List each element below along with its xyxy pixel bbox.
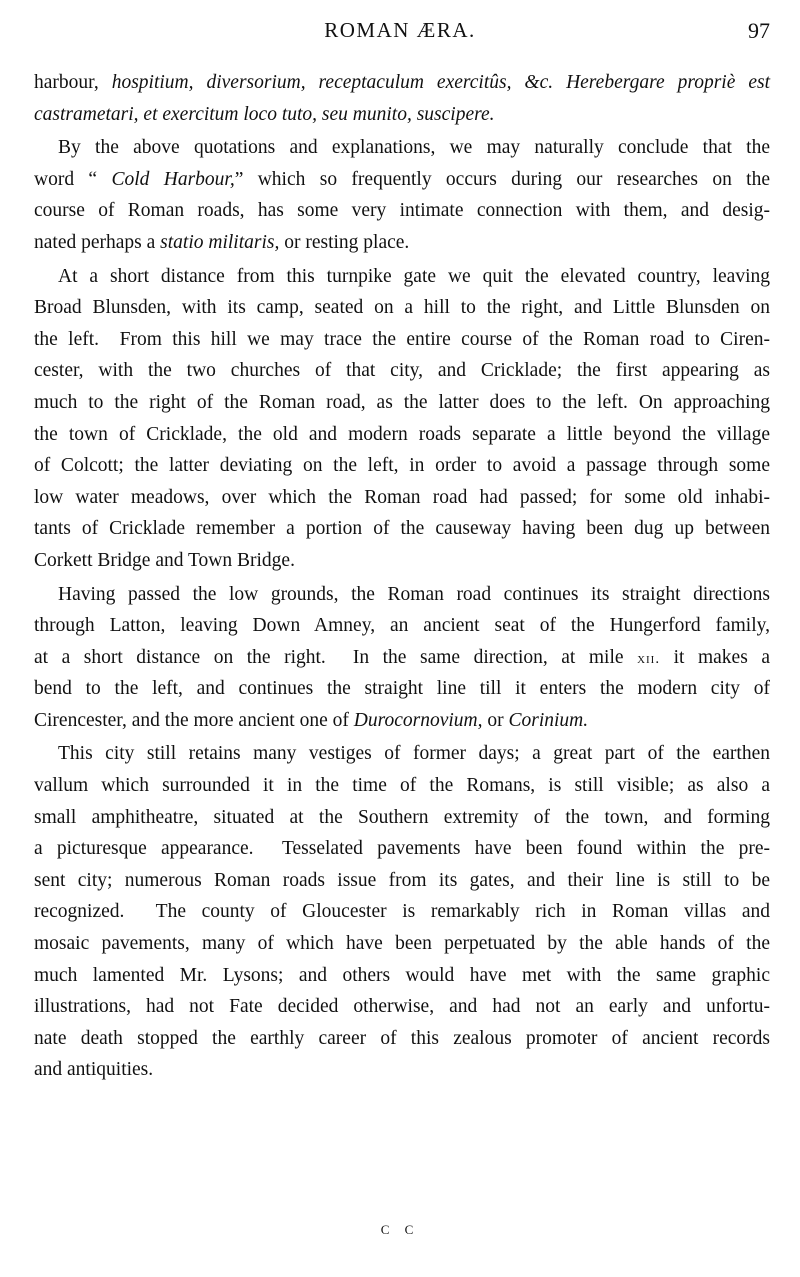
text-line: Broad Blunsden, with its camp, seated on a hill to the right, and Little Blunsden on <box>34 297 770 319</box>
text-line: cester, with the two churches of that city, and Cricklade; the first appearing as <box>34 360 770 382</box>
text-line: At a short distance from this turnpike gate we quit the elevated country, leaving <box>58 265 770 287</box>
body-text <box>34 67 770 1086</box>
text-line: nated perhaps a statio militaris, or resting place. <box>34 231 410 253</box>
text-line: harbour, hospitium, diversorium, receptaculum exercitûs, &c. Herebergare propriè est <box>34 72 770 93</box>
text-line: By the above quotations and explanations, we may naturally conclude that the <box>58 137 770 159</box>
paragraph-p1-cold-harbour <box>34 132 770 258</box>
text-line: a picturesque appearance. Tesselated pavements have been found within the pre- <box>34 838 770 860</box>
text-line: at a short distance on the right. In the same direction, at mile xii. it makes a <box>34 646 770 668</box>
text-line: sent city; numerous Roman roads issue from its gates, and their line is still to be <box>34 869 770 891</box>
page-header <box>0 14 800 50</box>
text-line: the left. From this hill we may trace the entire course of the Roman road to Ciren- <box>34 328 770 350</box>
text-line: mosaic pavements, many of which have been perpetuated by the able hands of the <box>34 933 770 955</box>
text-line: low water meadows, over which the Roman road had passed; for some old inhabi- <box>34 486 770 508</box>
text-line: bend to the left, and continues the straight line till it enters the modern city of <box>34 678 770 700</box>
text-line: course of Roman roads, has some very intimate connection with them, and desig- <box>34 200 770 222</box>
text-line: much lamented Mr. Lysons; and others would have met with the same graphic <box>34 964 770 986</box>
text-line: Corkett Bridge and Town Bridge. <box>34 549 295 571</box>
text-line: castrametari, et exercitum loco tuto, seu munito, suscipere. <box>34 103 495 125</box>
text-line: recognized. The county of Gloucester is remarkably rich in Roman villas and <box>34 901 770 923</box>
text-line: vallum which surrounded it in the time of the Romans, is still visible; as also a <box>34 775 770 797</box>
text-line: small amphitheatre, situated at the Southern extremity of the town, and forming <box>34 806 770 828</box>
text-line: word “ Cold Harbour,” which so frequently occurs during our researches on the <box>34 168 771 190</box>
text-line: the town of Cricklade, the old and modern roads separate a little beyond the village <box>34 423 770 445</box>
text-line: Cirencester, and the more ancient one of Durocornovium, or Corinium. <box>34 709 589 731</box>
text-line: of Colcott; the latter deviating on the left, in order to avoid a passage through some <box>34 455 770 477</box>
text-line: and antiquities. <box>34 1059 154 1081</box>
page-number: 97 <box>748 18 770 43</box>
text-line: tants of Cricklade remember a portion of the causeway having been dug up between <box>34 518 770 540</box>
text-line: nate death stopped the earthly career of this zealous promoter of ancient records <box>34 1027 770 1049</box>
signature-mark: C C <box>380 1222 420 1237</box>
paragraph-p0-continuation <box>34 67 770 130</box>
paragraph-p3-latton <box>34 579 770 737</box>
paragraph-p4-city-vestiges <box>34 738 770 1086</box>
running-title: ROMAN ÆRA. <box>324 18 476 42</box>
text-line: illustrations, had not Fate decided otherwise, and had not an early and unfortu- <box>34 996 770 1018</box>
text-line: through Latton, leaving Down Amney, an ancient seat of the Hungerford family, <box>34 615 770 637</box>
text-line: This city still retains many vestiges of former days; a great part of the earthen <box>58 743 770 765</box>
text-line: Having passed the low grounds, the Roman road continues its straight directions <box>58 583 770 605</box>
paragraph-p2-blunsden <box>34 261 770 577</box>
text-line: much to the right of the Roman road, as the latter does to the left. On approaching <box>34 391 770 413</box>
